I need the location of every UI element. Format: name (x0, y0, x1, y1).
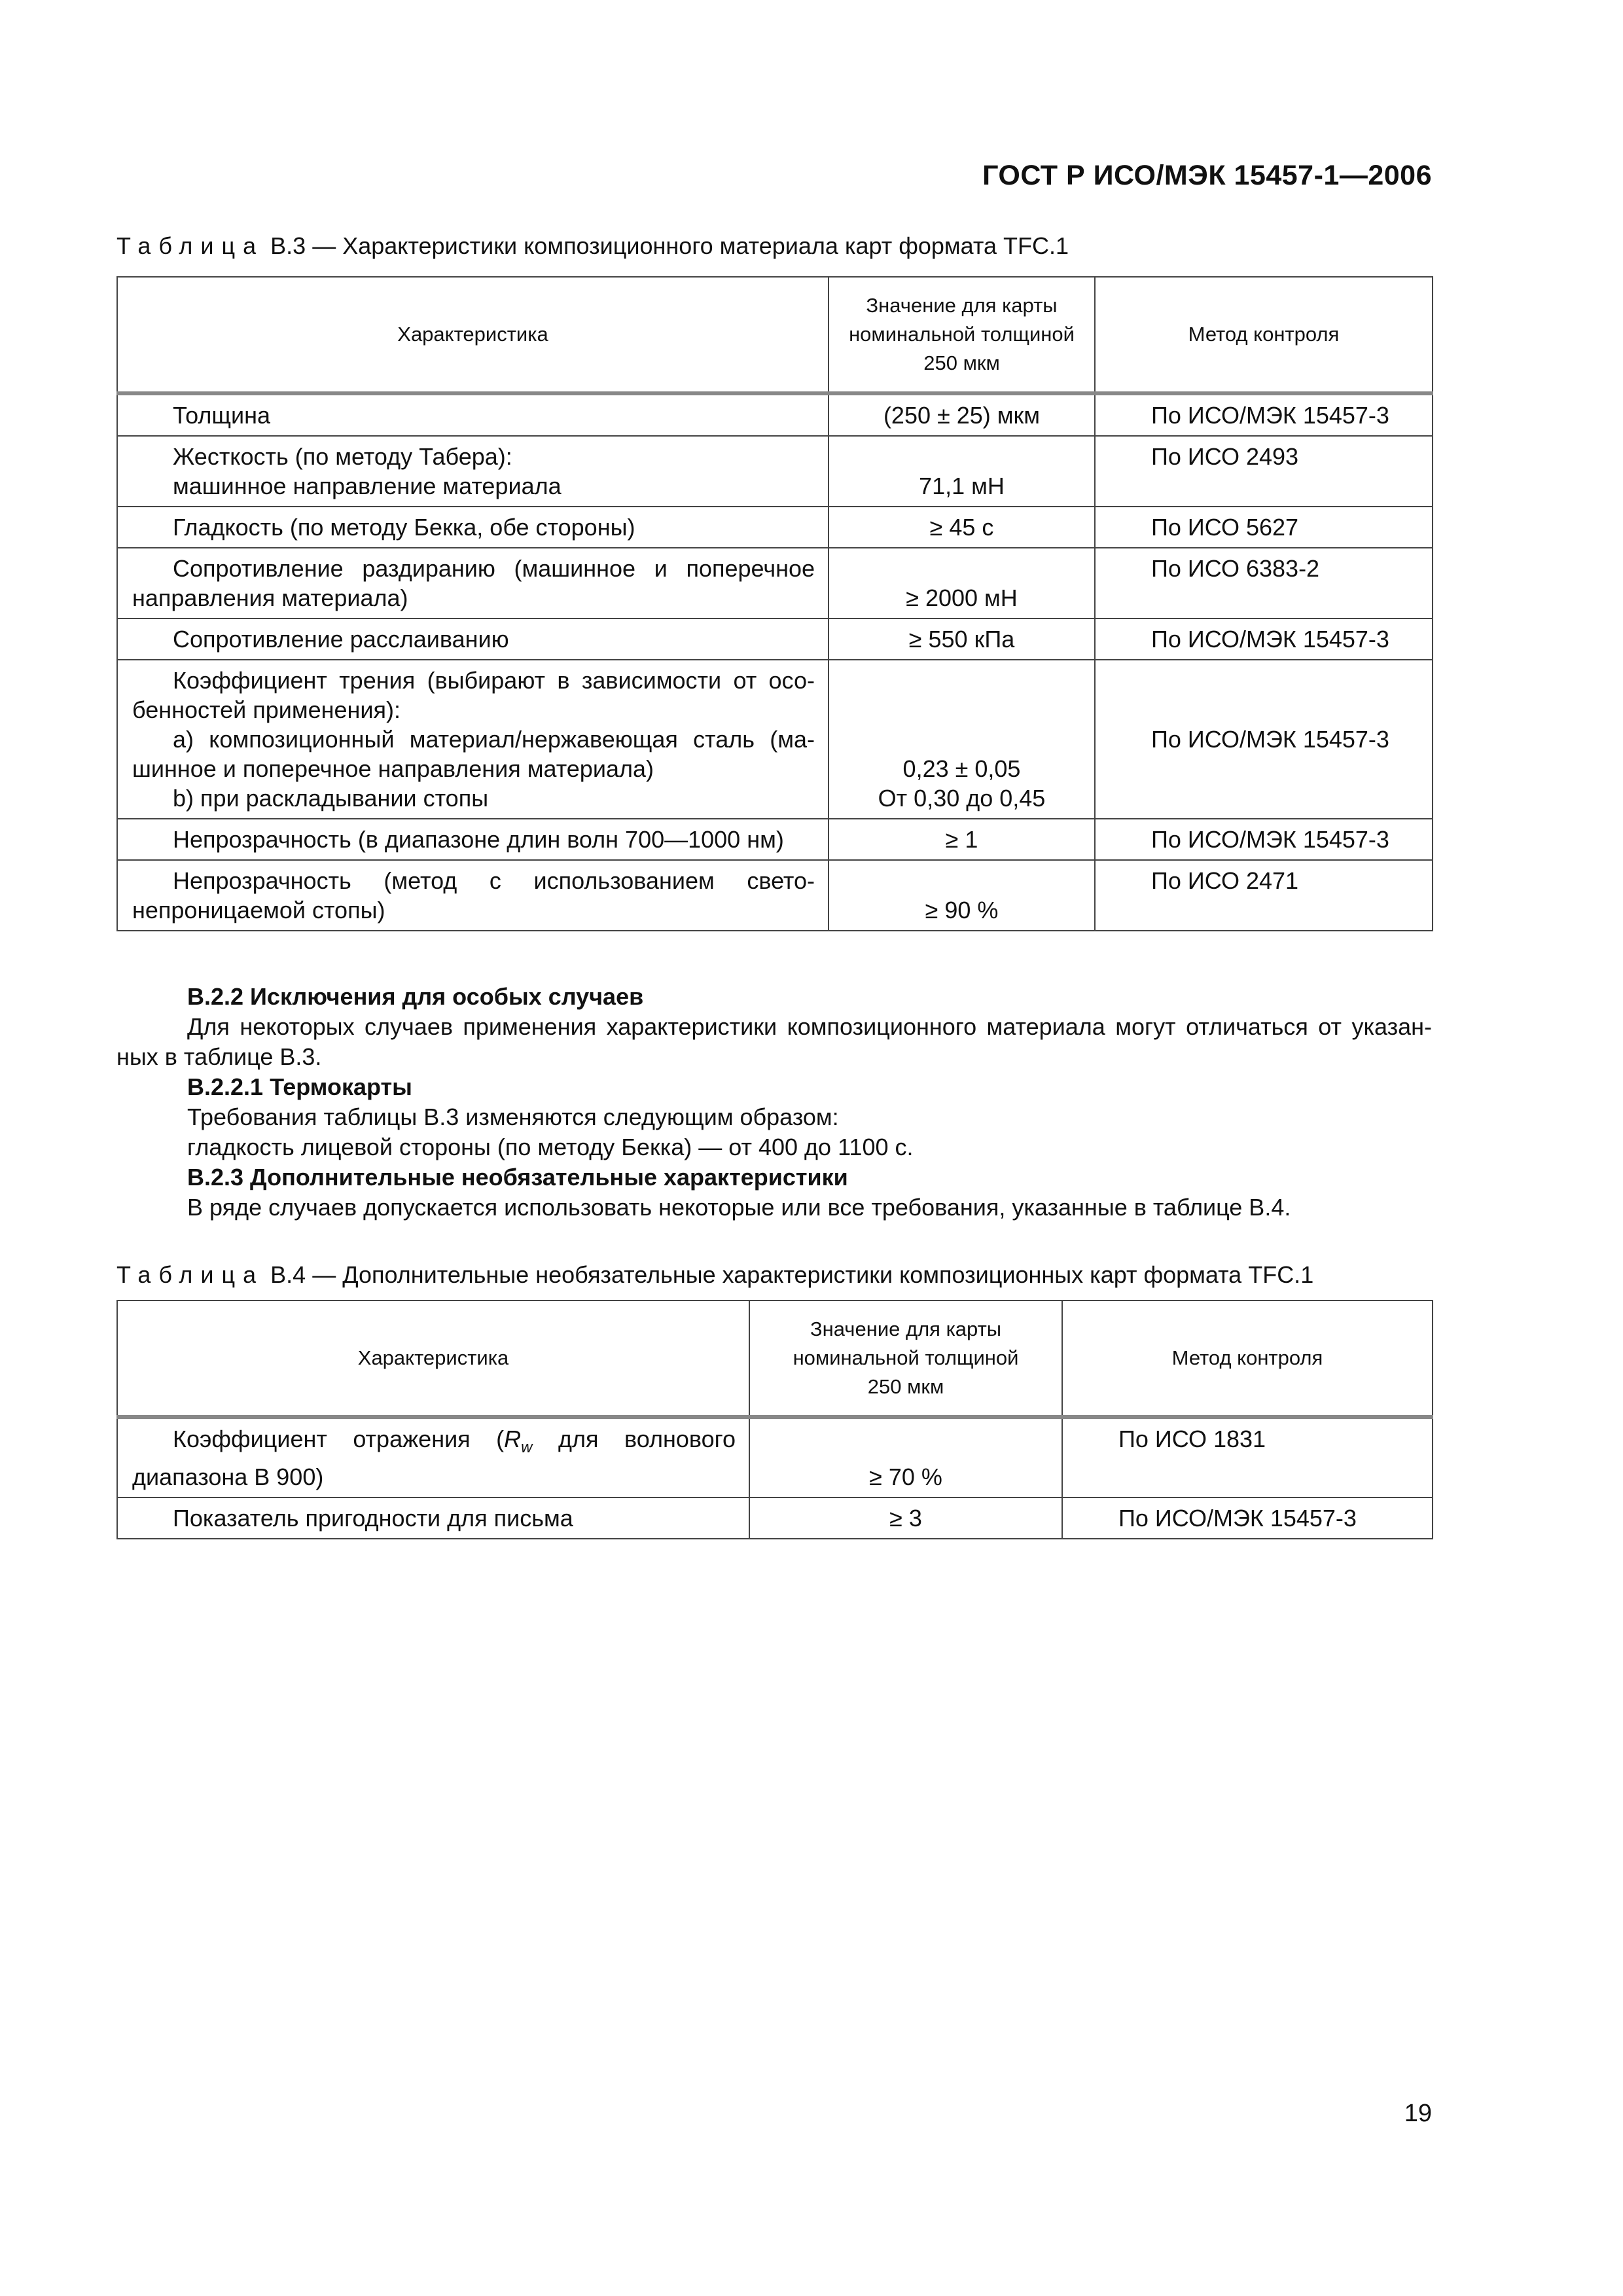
cell-characteristic (117, 860, 829, 931)
cell-value (829, 660, 1095, 819)
table-b4 (116, 1300, 1433, 1539)
cell-value: ≥ 2000 мН (829, 548, 1095, 619)
col-header-characteristic: Характеристика (117, 277, 829, 393)
cell-characteristic (117, 507, 829, 548)
cell-characteristic (117, 1417, 749, 1498)
table-row (117, 860, 1433, 931)
cell-value: ≥ 550 кПа (829, 619, 1095, 660)
cell-characteristic (117, 1498, 749, 1539)
col-header-value-line2: номинальной толщиной (793, 1346, 1019, 1369)
cell-text: Жесткость (по методу Табера): (173, 443, 512, 470)
section-b22-text-line1: Для некоторых случаев применения характеристики композиционного материала могут отличаться от указан- (187, 1013, 1432, 1040)
cell-text-part: для волнового (532, 1426, 736, 1452)
cell-value-line: 0,23 ± 0,05 (902, 755, 1021, 782)
cell-text: машинное направление материала (173, 473, 562, 499)
table-row (117, 1498, 1433, 1539)
document-header: ГОСТ Р ИСО/МЭК 15457-1—2006 (982, 160, 1432, 191)
table-row (117, 548, 1433, 619)
col-header-method: Метод контроля (1095, 277, 1433, 393)
col-header-characteristic: Характеристика (117, 1300, 749, 1417)
table-b3 (116, 276, 1433, 931)
table-b4-caption (116, 1261, 1313, 1289)
section-b221-text1: Требования таблицы B.3 изменяются следующим образом: (187, 1103, 839, 1130)
section-b221-text2: гладкость лицевой стороны (по методу Бекка) — от 400 до 1100 с. (187, 1134, 914, 1160)
col-header-value (829, 277, 1095, 393)
cell-text: Толщина (173, 402, 271, 429)
table-b3-caption-word: Таблица (116, 232, 264, 259)
cell-text: Сопротивление раздиранию (машинное и поперечное (173, 555, 815, 582)
page-number: 19 (1404, 2100, 1432, 2127)
cell-method: По ИСО 1831 (1062, 1417, 1433, 1498)
cell-characteristic (117, 619, 829, 660)
cell-text: a) композиционный материал/нержавеющая сталь (ма- (173, 726, 815, 753)
table-row (117, 619, 1433, 660)
cell-method: По ИСО 5627 (1095, 507, 1433, 548)
cell-text-part: Коэффициент отражения ( (173, 1426, 505, 1452)
section-b23-heading: B.2.3 Дополнительные необязательные характеристики (187, 1164, 848, 1191)
table-b3-caption-text: B.3 — Характеристики композиционного материала карт формата TFC.1 (270, 232, 1069, 259)
table-row (117, 393, 1433, 436)
cell-method: По ИСО/МЭК 15457-3 (1095, 660, 1433, 819)
table-row (117, 507, 1433, 548)
table-b4-caption-text: B.4 — Дополнительные необязательные характеристики композиционных карт формата TFC.1 (270, 1261, 1314, 1288)
cell-method: По ИСО/МЭК 15457-3 (1062, 1498, 1433, 1539)
section-b23-text: В ряде случаев допускается использовать некоторые или все требования, указанные в таблице B.4. (187, 1194, 1291, 1221)
cell-characteristic (117, 548, 829, 619)
cell-text (132, 1424, 736, 1462)
cell-text: b) при раскладывании стопы (173, 785, 489, 812)
table-row (117, 660, 1433, 819)
cell-method: По ИСО 6383-2 (1095, 548, 1433, 619)
cell-characteristic (117, 436, 829, 507)
section-text (116, 982, 1432, 1223)
section-b22-text-line2: ных в таблице B.3. (116, 1043, 322, 1070)
section-b22-heading: B.2.2 Исключения для особых случаев (187, 983, 644, 1010)
cell-characteristic (117, 393, 829, 436)
col-header-value-line3: 250 мкм (867, 1375, 944, 1398)
cell-text: направления материала) (132, 584, 408, 611)
section-b221-heading: B.2.2.1 Термокарты (187, 1073, 412, 1100)
cell-text: Коэффициент трения (выбирают в зависимости от осо- (173, 667, 815, 694)
col-header-value-line1: Значение для карты (866, 294, 1058, 317)
cell-text: диапазона B 900) (132, 1463, 324, 1491)
cell-value: ≥ 70 % (749, 1417, 1062, 1498)
col-header-value (749, 1300, 1062, 1417)
cell-value: ≥ 3 (749, 1498, 1062, 1539)
cell-text: непроницаемой стопы) (132, 897, 385, 924)
table-b3-caption (116, 232, 1069, 260)
cell-text: Гладкость (по методу Бекка, обе стороны) (173, 514, 635, 541)
cell-method: По ИСО 2493 (1095, 436, 1433, 507)
symbol-r: R (504, 1426, 522, 1452)
cell-characteristic (117, 660, 829, 819)
cell-value: ≥ 1 (829, 819, 1095, 860)
table-row (117, 819, 1433, 860)
cell-characteristic (117, 819, 829, 860)
table-row (117, 1417, 1433, 1498)
cell-method: По ИСО 2471 (1095, 860, 1433, 931)
cell-method: По ИСО/МЭК 15457-3 (1095, 619, 1433, 660)
col-header-value-line3: 250 мкм (923, 351, 1000, 374)
cell-text: Непрозрачность (метод с использованием свето- (173, 867, 815, 894)
cell-text: Сопротивление расслаиванию (173, 626, 509, 653)
table-b4-caption-word: Таблица (116, 1261, 264, 1288)
col-header-value-line2: номинальной толщиной (849, 323, 1075, 346)
cell-value: (250 ± 25) мкм (829, 393, 1095, 436)
cell-method: По ИСО/МЭК 15457-3 (1095, 393, 1433, 436)
table-b4-header-row (117, 1300, 1433, 1417)
cell-method: По ИСО/МЭК 15457-3 (1095, 819, 1433, 860)
cell-text: Непрозрачность (в диапазоне длин волн 700—1000 нм) (173, 826, 784, 853)
cell-value: 71,1 мН (829, 436, 1095, 507)
cell-value: ≥ 90 % (829, 860, 1095, 931)
cell-text: бенностей применения): (132, 696, 401, 723)
cell-value: ≥ 45 с (829, 507, 1095, 548)
col-header-value-line1: Значение для карты (810, 1318, 1002, 1340)
cell-text: Показатель пригодности для письма (173, 1505, 573, 1532)
table-b3-header-row (117, 277, 1433, 393)
symbol-subscript: w (521, 1439, 533, 1457)
col-header-method: Метод контроля (1062, 1300, 1433, 1417)
cell-value-line: От 0,30 до 0,45 (878, 785, 1046, 812)
cell-text: шинное и поперечное направления материала) (132, 755, 654, 782)
table-row (117, 436, 1433, 507)
